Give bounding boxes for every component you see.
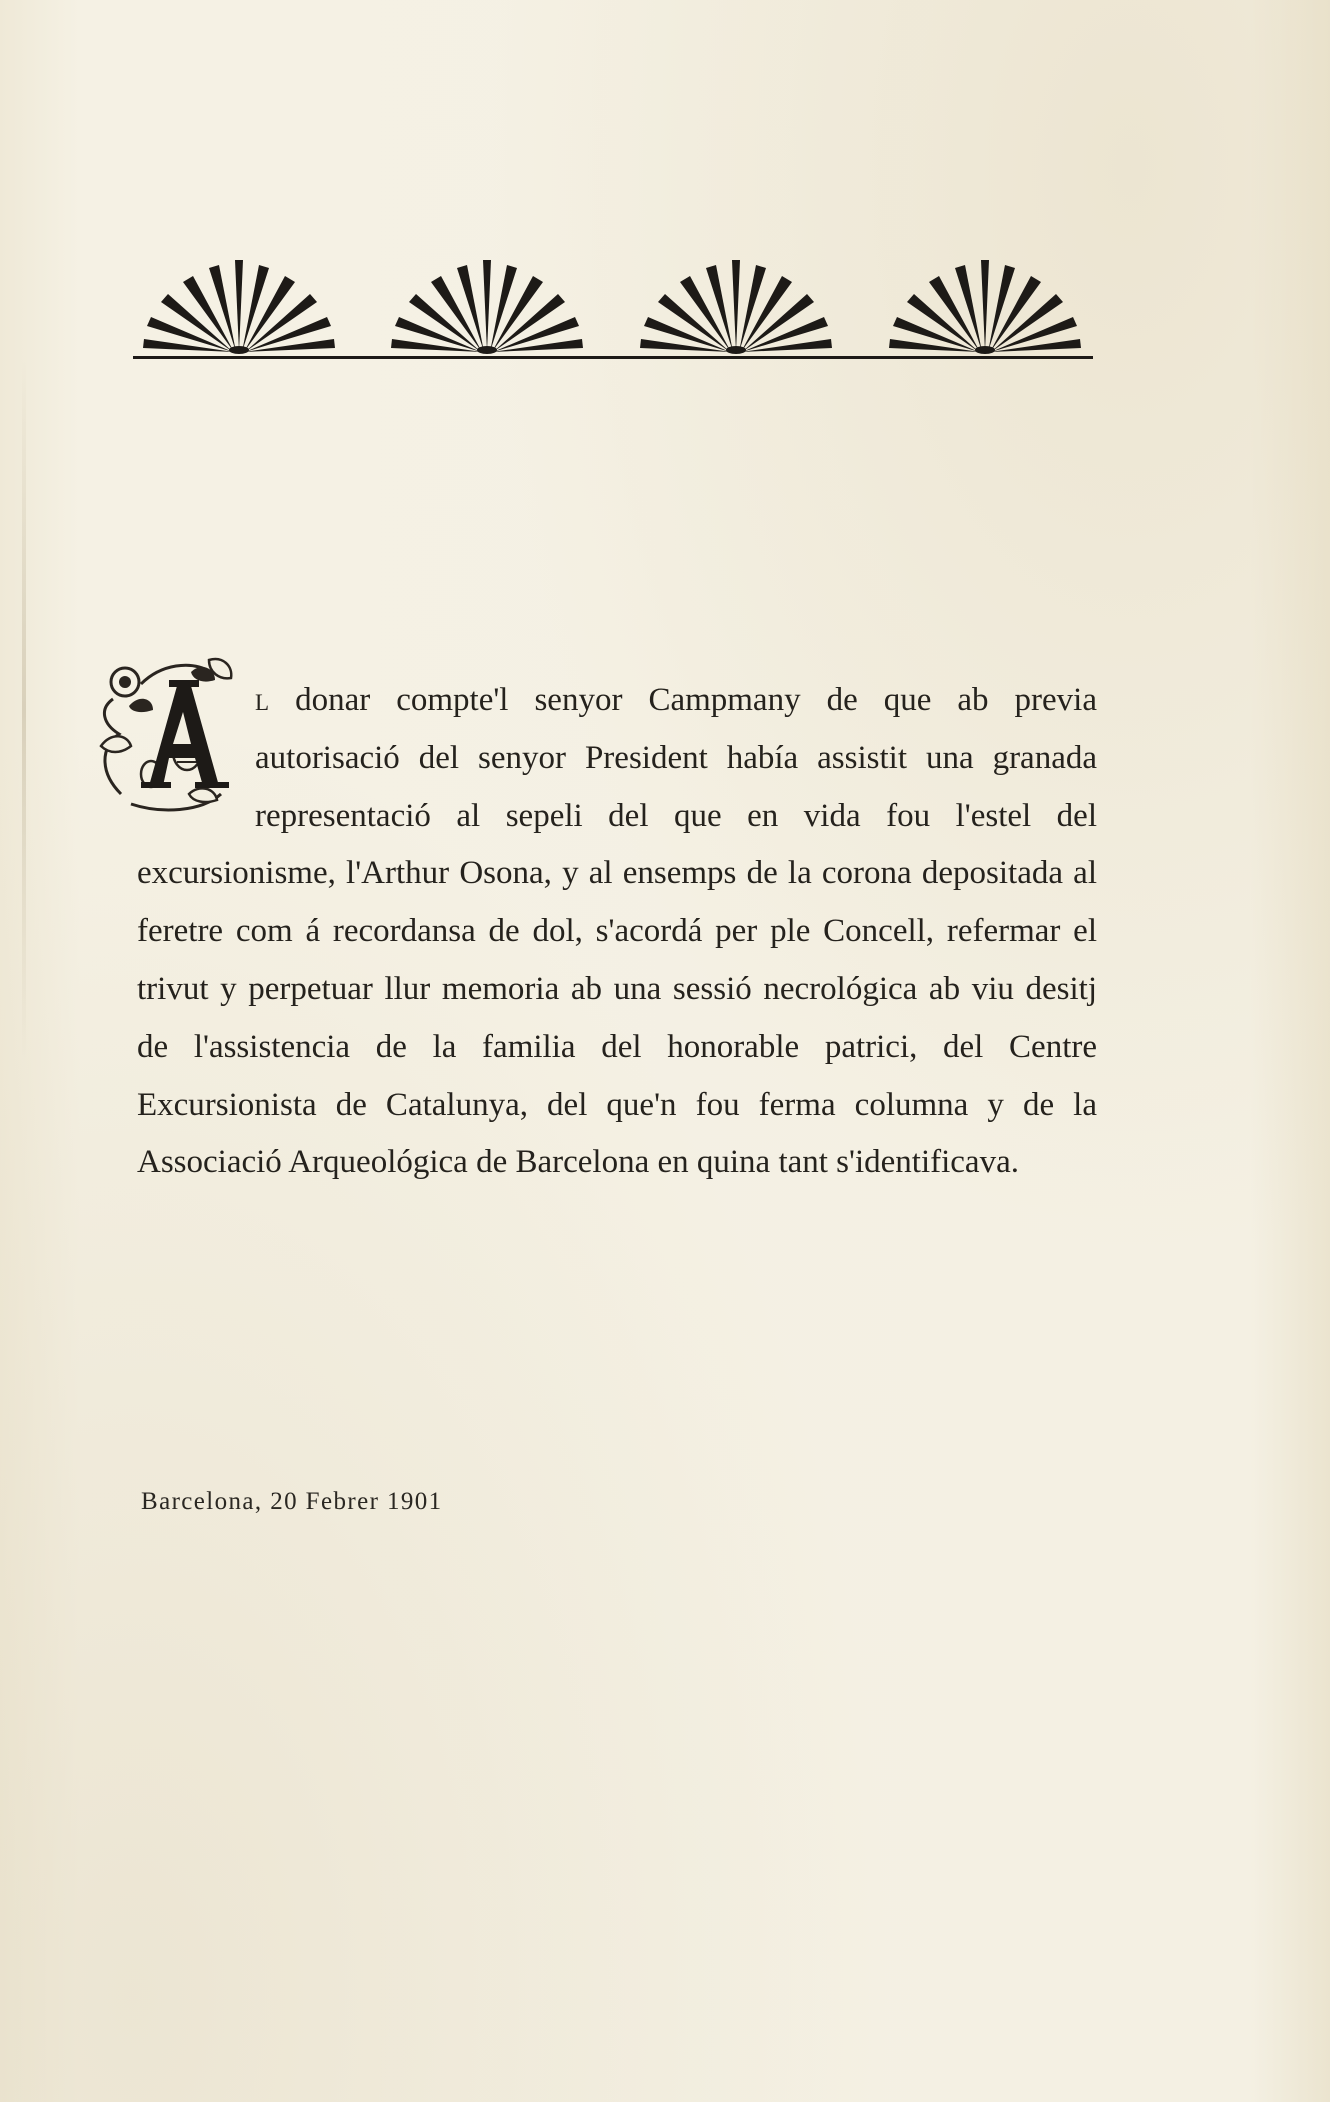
dateline: Barcelona, 20 Febrer 1901 — [141, 1488, 443, 1515]
first-word-rest: l — [255, 682, 270, 718]
paper-fold-shadow — [22, 360, 26, 1060]
header-rule — [133, 356, 1093, 359]
fan-palmette-icon — [391, 260, 583, 354]
header-ornament — [133, 258, 1093, 362]
fan-palmette-icon — [143, 260, 335, 354]
drop-cap-letter: A — [91, 654, 92, 655]
floral-drop-cap-icon — [91, 654, 241, 814]
fan-palmette-icon — [889, 260, 1081, 354]
letter-body — [91, 654, 1097, 1192]
fan-palmette-icon — [640, 260, 832, 354]
letter-text: donar compte'l senyor Campmany de que ab previa autorisació del senyor President había assistit una granada representació al sepeli del que en vida fou l'estel del excursionisme, l'Arthur Osona, y al ensemps de la corona depositada al feretre com á recordansa de dol, s'acordá per ple Concell, refermar el trivut y perpetuar llur memoria ab una sessió necrológica ab viu desitj de l'assistencia de la familia del honorable patrici, del Centre Excursionista de Catalunya, del que'n fou ferma columna y de la Associació Arqueológica de Barcelona en quina tant s'identificava. — [137, 682, 1097, 1181]
